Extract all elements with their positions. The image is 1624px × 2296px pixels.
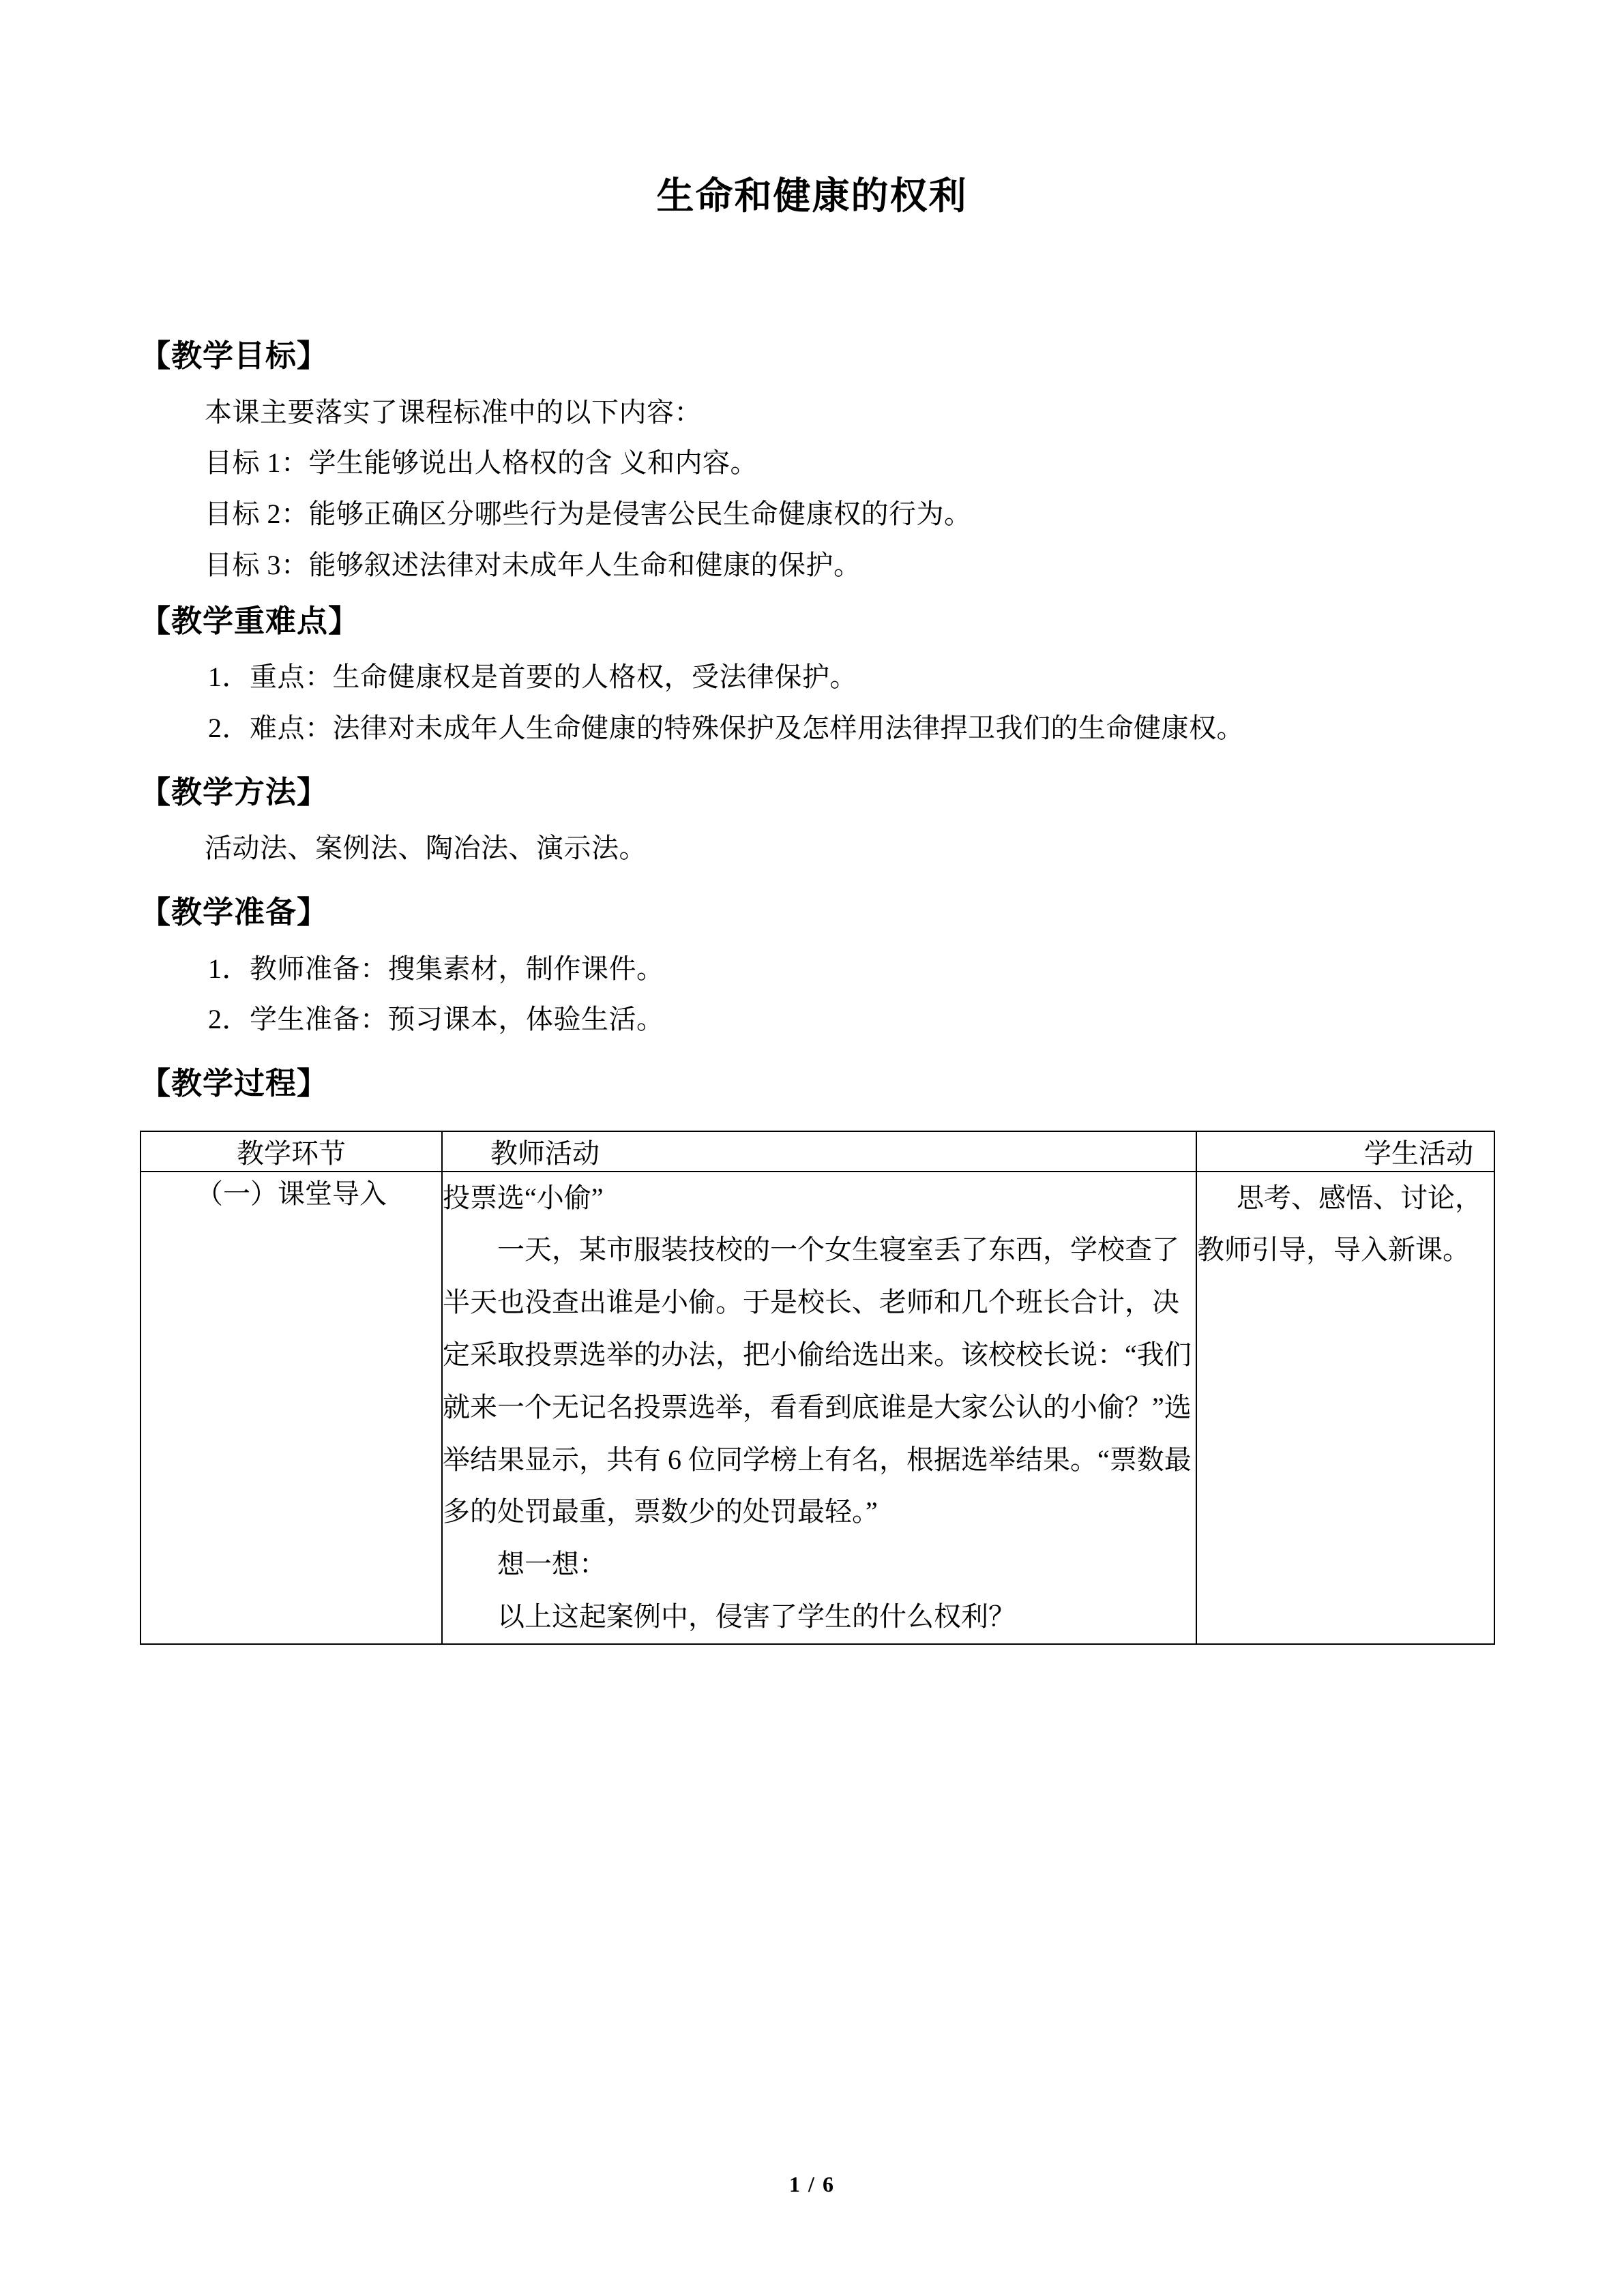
preparation-item-1: 1．教师准备：搜集素材，制作课件。 [208,953,664,984]
objectives-intro: 本课主要落实了课程标准中的以下内容： [205,396,702,428]
table-header-student: 学生活动 [1196,1131,1494,1172]
spacer [140,219,1484,333]
lesson-plan-table [140,1131,1495,1645]
cell-teacher-activity [442,1172,1196,1644]
spacer [140,644,1484,657]
objectives-item-1: 目标 1：学生能够说出人格权的含 义和内容。 [205,447,758,479]
cell-student-activity [1196,1172,1494,1644]
page-title: 生命和健康的权利 [656,175,968,217]
teacher-line-4: 以上这起案例中，侵害了学生的什么权利？ [497,1601,1016,1632]
objectives-item-2: 目标 2：能够正确区分哪些行为是侵害公民生命健康权的行为。 [205,498,972,530]
table-row [141,1172,1494,1644]
objectives-item-3: 目标 3：能够叙述法律对未成年人生命和健康的保护。 [205,549,861,580]
key-point-item-1: 1．重点：生命健康权是首要的人格权，受法律保护。 [208,661,857,693]
spacer [140,1041,1484,1061]
spacer [140,936,1484,949]
table-header-stage: 教学环节 [141,1131,442,1172]
teacher-line-1: 投票选“小偷” [443,1182,604,1213]
section-heading-objectives: 【教学目标】 [140,339,329,373]
cell-stage: （一）课堂导入 [141,1172,442,1644]
table-header-row [141,1131,1494,1172]
spacer [140,869,1484,890]
methods-item-1: 活动法、案例法、陶冶法、演示法。 [205,833,647,864]
section-heading-methods: 【教学方法】 [140,775,329,809]
preparation-item-2: 2．学生准备：预习课本，体验生活。 [208,1004,664,1035]
key-point-item-2: 2．难点：法律对未成年人生命健康的特殊保护及怎样用法律捍卫我们的生命健康权。 [208,712,1244,743]
student-activity-text: 思考、感悟、讨论，教师引导，导入新课。 [1197,1182,1482,1266]
section-heading-preparation: 【教学准备】 [140,895,329,930]
table-header-teacher: 教师活动 [442,1131,1196,1172]
teacher-line-2: 一天，某市服装技校的一个女生寝室丢了东西，学校查了半天也没查出谁是小偷。于是校长、老师和几个班长合计，决定采取投票选举的办法，把小偷给选出来。该校校长说：“我们就来一个无记名投票选举，看看到底谁是大家公认的小偷？”选举结果显示，共有 6 位同学榜上有名，根据选举结果。“票数最多的处罚最重，票数少的处罚最轻。” [443,1234,1192,1527]
spacer [140,749,1484,770]
spacer [140,380,1484,392]
section-heading-process: 【教学过程】 [140,1067,329,1101]
teacher-line-3: 想一想： [497,1549,606,1580]
spacer [140,586,1484,599]
spacer [140,816,1484,828]
page-number: 1 / 6 [789,2172,835,2196]
section-heading-key-points: 【教学重难点】 [140,603,360,638]
